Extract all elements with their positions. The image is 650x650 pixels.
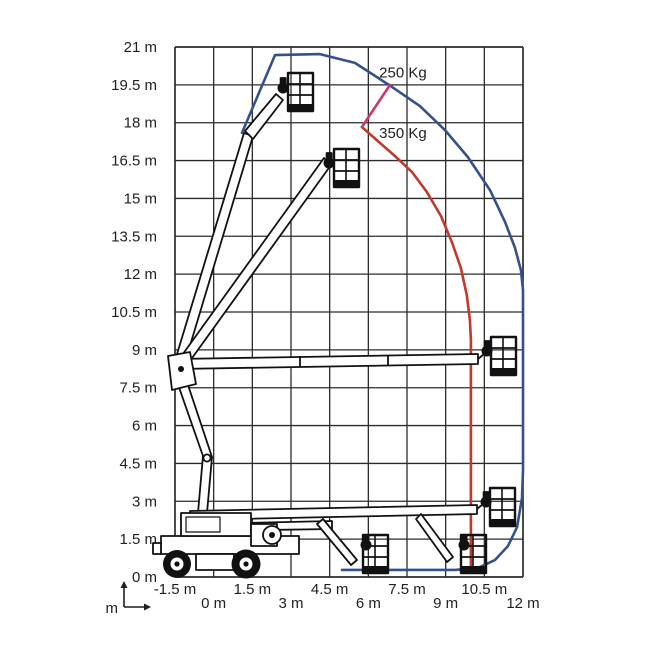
basket-rotator: [482, 341, 491, 356]
ytick-label: 1.5 m: [119, 531, 157, 549]
turret-panel: [186, 517, 220, 532]
basket-9m: [490, 337, 517, 375]
basket-rotator: [481, 492, 490, 507]
xtick-label: 12 m: [506, 595, 540, 612]
curve-labels: [379, 64, 427, 142]
ytick-label: 0 m: [131, 569, 157, 586]
curve-label-250: 250 Kg: [379, 64, 427, 82]
axis-unit-label: m: [105, 600, 118, 617]
front-wheel: [232, 550, 261, 579]
jib-folded-1: [317, 519, 357, 565]
boom-steep-jib: [245, 94, 283, 139]
hub-motor-center: [269, 532, 275, 538]
xtick-label: -1.5 m: [153, 581, 197, 598]
envelope-curve-load-transition-250-350: [362, 85, 390, 127]
ytick-label: 3 m: [131, 493, 157, 511]
xtick-label: 7.5 m: [388, 581, 426, 598]
basket-rotator: [459, 535, 468, 550]
boom-horizontal: [177, 354, 478, 369]
jib-folded-2: [416, 514, 453, 562]
ytick-label: 4.5 m: [119, 455, 157, 473]
xtick-label: 4.5 m: [310, 581, 349, 598]
ytick-label: 13.5 m: [111, 228, 157, 246]
basket-rotator: [361, 535, 370, 550]
pivot-pin: [178, 366, 184, 372]
xtick-label: 3 m: [278, 595, 304, 612]
ytick-label: 19.5 m: [111, 76, 157, 94]
ytick-label: 6 m: [131, 417, 157, 435]
up-arrow-head: [121, 581, 128, 588]
xtick-label: 1.5 m: [233, 581, 272, 598]
xtick-label: 6 m: [355, 595, 381, 612]
basket-rotator: [278, 78, 287, 93]
ytick-label: 21 m: [123, 39, 157, 56]
ytick-label: 7.5 m: [119, 379, 157, 397]
ytick-label: 12 m: [123, 266, 157, 284]
basket-rotator: [324, 153, 333, 168]
rear-wheel: [163, 550, 191, 578]
ytick-label: 16.5 m: [111, 152, 157, 170]
ytick-label: 18 m: [123, 114, 157, 132]
riser-elbow-joint: [203, 454, 210, 461]
axis-unit-indicator: [106, 581, 152, 617]
ytick-label: 9 m: [131, 341, 157, 359]
axle-box: [196, 554, 234, 570]
xtick-label: 0 m: [201, 595, 227, 612]
ytick-label: 10.5 m: [111, 304, 157, 321]
basket-low-outreach: [489, 488, 516, 526]
curve-label-350: 350 Kg: [379, 124, 427, 142]
xtick-label: 10.5 m: [461, 581, 508, 598]
xtick-label: 9 m: [433, 595, 459, 612]
ytick-label: 15 m: [123, 190, 157, 208]
boom-mid: [175, 158, 331, 372]
right-arrow-head: [144, 604, 151, 611]
basket-16-5m: [333, 149, 360, 187]
